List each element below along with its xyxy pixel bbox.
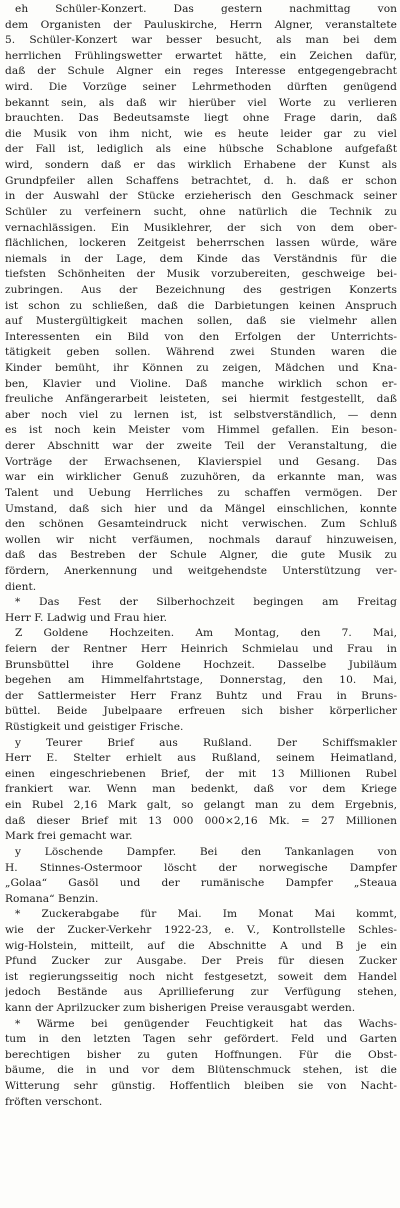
text-line: bekannt sein, als daß wir hierüber viel Worte zu verlieren bbox=[5, 96, 397, 109]
article-headline-line: y Teurer Brief aus Rußland. Der Schiffsmakler bbox=[15, 736, 397, 749]
text-line: brauchten. Das Bedeutsamste liegt ohne Frage darin, daß bbox=[5, 112, 397, 125]
text-line: einen eingeschriebenen Brief, der mit 13 Millionen Rubel bbox=[5, 767, 397, 780]
text-line: daß das Bestreben der Schule Algner, die gute Musik zu bbox=[5, 549, 397, 562]
text-line: bäume, die in und vor dem Blütenschmuck stehen, ist die bbox=[5, 1064, 397, 1077]
text-line: wollen wir nicht verfäumen, nochmals darauf hinzuweisen, bbox=[5, 533, 397, 546]
text-line: Kinder bemüht, ihr Können zu zeigen, Mädchen und Kna- bbox=[5, 362, 397, 375]
text-line: 5. Schüler-Konzert war besser besucht, als man bei dem bbox=[5, 34, 397, 47]
text-line: flächlichen, lockeren Zeitgeist beherrschen lassen würde, wäre bbox=[5, 237, 397, 250]
text-line: fördern, Anerkennung und weitgehendste Unterstützung ver- bbox=[5, 564, 397, 577]
text-line: aber noch viel zu lernen ist, ist selbstverständlich, — denn bbox=[5, 408, 397, 421]
text-line: Brunsbüttel ihre Goldene Hochzeit. Dasselbe Jubiläum bbox=[5, 658, 397, 671]
text-line: berechtigen bisher zu guten Hoffnungen. Für die Obst- bbox=[5, 1048, 397, 1061]
text-line: den schönen Gesamteindruck nicht verwischen. Zum Schluß bbox=[5, 518, 397, 531]
newspaper-column bbox=[5, 2, 397, 1206]
text-line: daß dieser Brief mit 13 000 000×2,16 Mk. = 27 Millionen bbox=[5, 814, 397, 827]
text-line: Witterung sehr günstig. Hoffentlich bleiben sie von Nacht- bbox=[5, 1080, 397, 1093]
text-line: auf Mustergültigkeit machen sollen, daß sie vielmehr allen bbox=[5, 315, 397, 328]
text-line: Schüler zu verfeinern sucht, ohne natürlich die Technik zu bbox=[5, 205, 397, 218]
text-line: war ein wirklicher Genuß zuzuhören, da erkannte man, was bbox=[5, 471, 397, 484]
text-line: ben, Klavier und Violine. Daß manche wirklich schon er- bbox=[5, 377, 397, 390]
text-line: Mark frei gemacht war. bbox=[5, 830, 133, 843]
text-line: frankiert war. Wenn man bedenkt, daß vor dem Kriege bbox=[5, 783, 397, 796]
text-line: Herr E. Stelter erhielt aus Rußland, seinem Heimatland, bbox=[5, 752, 397, 765]
article-schueler-konzert bbox=[5, 2, 397, 595]
text-line: „Golaa“ Gasöl und der rumänische Dampfer „Steaua bbox=[5, 877, 397, 890]
text-line: Umstand, daß sich hier und da Mängel einschlichen, konnte bbox=[5, 502, 397, 515]
text-line: ist regierungsseitig noch nicht festgesetzt, soweit dem Handel bbox=[5, 970, 397, 983]
text-line: ein Rubel 2,16 Mark galt, so gelangt man zu dem Ergebnis, bbox=[5, 799, 397, 812]
text-line: wie der Zucker-Verkehr 1922-23, e. V., Kontrollstelle Schles- bbox=[5, 923, 397, 936]
text-line: niemals in der Lage, dem Kinde das Verständnis für die bbox=[5, 252, 397, 265]
text-line: H. Stinnes-Ostermoor löscht der norwegische Dampfer bbox=[5, 861, 397, 874]
text-line: büttel. Beide Jubelpaare erfreuen sich bisher körperlicher bbox=[5, 705, 397, 718]
text-line: ist schon zu schließen, daß die Darbietungen keinen Anspruch bbox=[5, 299, 397, 312]
article-goldene-hochzeiten bbox=[5, 626, 397, 735]
text-line: fröften verschont. bbox=[5, 1095, 103, 1108]
text-line: zubringen. Aus der Bezeichnung des gestrigen Konzerts bbox=[5, 283, 397, 296]
text-line: Rüstigkeit und geistiger Frische. bbox=[5, 721, 184, 734]
text-line: der Sattlermeister Herr Franz Buhtz und Frau in Bruns- bbox=[5, 689, 397, 702]
text-line: wig-Holstein, mitteilt, auf die Abschnitte A und B je ein bbox=[5, 939, 397, 952]
article-headline-line: y Löschende Dampfer. Bei den Tankanlagen von bbox=[15, 845, 397, 858]
article-headline-line: * Wärme bei genügender Feuchtigkeit hat das Wachs- bbox=[15, 1017, 397, 1030]
article-headline-line: Z Goldene Hochzeiten. Am Montag, den 7. Mai, bbox=[15, 627, 397, 640]
text-line: der Fall ist, lediglich als eine hübsche Schablone aufgefaßt bbox=[5, 143, 397, 156]
article-headline-line: eh Schüler-Konzert. Das gestern nachmittag von bbox=[15, 3, 397, 15]
article-headline-line: * Zuckerabgabe für Mai. Im Monat Mai kommt, bbox=[15, 908, 397, 921]
text-line: Grundpfeiler allen Schaffens betrachtet, d. h. daß er schon bbox=[5, 174, 397, 187]
text-line: Herr F. Ladwig und Frau hier. bbox=[5, 611, 168, 624]
article-loeschende-dampfer bbox=[5, 845, 397, 907]
text-line: jedoch Bestände aus Aprillieferung zur Verfügung stehen, bbox=[5, 986, 397, 999]
article-zuckerabgabe bbox=[5, 907, 397, 1016]
text-line: feiern der Rentner Herr Heinrich Schmielau und Frau in bbox=[5, 642, 397, 655]
text-line: vernachlässigen. Ein Musiklehrer, der sich von dem ober- bbox=[5, 221, 397, 234]
article-headline-line: * Das Fest der Silberhochzeit begingen am Freitag bbox=[15, 596, 397, 609]
text-line: kann der Aprilzucker zum bisherigen Preise verausgabt werden. bbox=[5, 1002, 356, 1014]
text-line: tum in den letzten Tagen sehr gefördert. Feld und Garten bbox=[5, 1033, 397, 1046]
text-line: freuliche Anfängerarbeit leisteten, sei hiermit festgestellt, daß bbox=[5, 393, 397, 406]
text-line: dient. bbox=[5, 580, 37, 593]
article-silberhochzeit bbox=[5, 595, 397, 626]
text-line: tätigkeit geben sollen. Während zwei Stunden waren die bbox=[5, 346, 397, 359]
text-line: wird. Die Vorzüge seiner Lehrmethoden dürften genügend bbox=[5, 81, 397, 94]
article-waerme bbox=[5, 1017, 397, 1111]
text-line: daß der Schule Algner ein reges Interesse entgegengebracht bbox=[5, 65, 397, 78]
text-line: Romana“ Benzin. bbox=[5, 892, 99, 905]
text-line: Pfund Zucker zur Ausgabe. Der Preis für diesen Zucker bbox=[5, 955, 397, 968]
text-line: dem Organisten der Pauluskirche, Herrn Algner, veranstaltete bbox=[5, 18, 397, 31]
text-line: Interessenten ein Bild von den Erfolgen der Unterrichts- bbox=[5, 330, 397, 343]
text-line: wird, sondern daß er das wirklich Erhabene der Kunst als bbox=[5, 159, 397, 172]
article-teurer-brief bbox=[5, 736, 397, 845]
text-line: Vorträge der Erwachsenen, Klavierspiel und Gesang. Das bbox=[5, 455, 397, 468]
text-line: Talent und Uebung Herrliches zu schaffen vermögen. Der bbox=[5, 486, 397, 499]
text-line: tiefsten Schönheiten der Musik vorzubereiten, geschweige bei- bbox=[5, 268, 397, 281]
text-line: begehen am Himmelfahrtstage, Donnerstag, den 10. Mai, bbox=[5, 674, 397, 687]
text-line: herrlichen Frühlingswetter erwartet hätte, ein Zeichen dafür, bbox=[5, 49, 397, 62]
text-line: es ist noch kein Meister vom Himmel gefallen. Ein beson- bbox=[5, 424, 397, 437]
text-line: derer Abschnitt war der zweite Teil der Veranstaltung, die bbox=[5, 440, 397, 453]
text-line: in der Auswahl der Stücke erzieherisch den Geschmack seiner bbox=[5, 190, 397, 203]
text-line: die Musik von ihm nicht, wie es heute leider gar zu viel bbox=[5, 127, 397, 140]
